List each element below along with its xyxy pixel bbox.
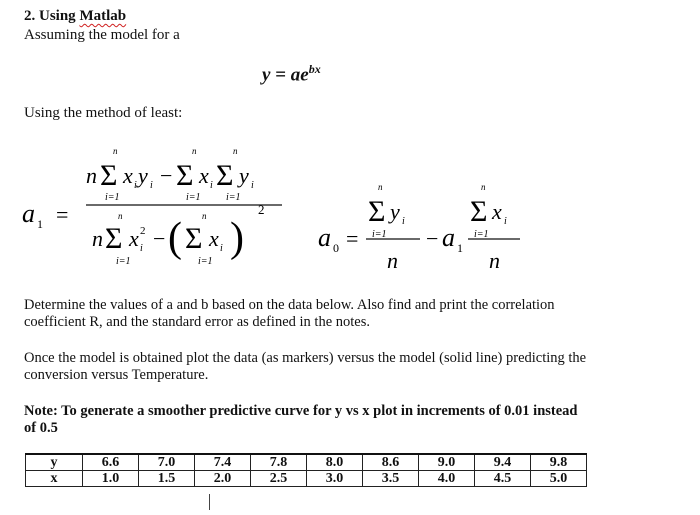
a1-den-x-sub: i xyxy=(140,243,143,254)
heading-tool-name: Matlab xyxy=(79,8,127,24)
a0-sum1-lower: i=1 xyxy=(372,229,387,240)
a1-num-sum1-upper: n xyxy=(113,146,118,156)
a0-num-x: x xyxy=(492,199,502,224)
table-cell: 6.6 xyxy=(83,454,139,471)
text-cursor xyxy=(209,494,210,510)
a1-den-lparen: ( xyxy=(168,215,182,261)
table-cell: 4.5 xyxy=(475,471,531,487)
a1-den-sigma2: Σ xyxy=(185,222,203,255)
a1-den-square: 2 xyxy=(258,202,265,217)
model-equation xyxy=(262,62,321,86)
table-row-y xyxy=(26,454,587,471)
a0-num-y: y xyxy=(390,199,400,224)
a1-den-sum1-upper: n xyxy=(118,211,123,221)
table-cell: 1.0 xyxy=(83,471,139,487)
a0-sum2-upper: n xyxy=(481,182,486,192)
a1-num-y: y xyxy=(138,163,148,188)
data-table xyxy=(25,453,587,487)
a1-den-sum1-lower: i=1 xyxy=(116,256,131,267)
a0-lhs: a xyxy=(318,223,331,252)
a1-den-x-square: 2 xyxy=(140,225,146,237)
note-line-2: of 0.5 xyxy=(24,420,58,436)
a1-num-sum3-lower: i=1 xyxy=(226,192,241,203)
a0-lhs-sub: 0 xyxy=(333,241,339,255)
model-lhs: y = ae xyxy=(262,64,309,86)
a0-a1: a xyxy=(442,223,455,252)
a0-sum1-upper: n xyxy=(378,182,383,192)
a0-denom-2: n xyxy=(489,248,500,273)
intro-text: Assuming the model for a xyxy=(24,27,180,43)
a1-num-y2-sub: i xyxy=(251,180,254,191)
table-cell: 7.0 xyxy=(139,454,195,471)
a1-num-minus: − xyxy=(160,163,173,188)
a0-denom-1: n xyxy=(387,248,398,273)
instructions-line-1: Determine the values of a and b based on the data below. Also find and print the correlation xyxy=(24,297,555,313)
a0-minus: − xyxy=(426,226,439,251)
a1-num-sum1-lower: i=1 xyxy=(105,192,120,203)
a1-den-minus: − xyxy=(153,226,166,251)
a0-a1-sub: 1 xyxy=(457,241,463,255)
row-label: y xyxy=(26,454,83,471)
table-cell: 8.6 xyxy=(363,454,419,471)
a1-den-x2-sub: i xyxy=(220,243,223,254)
a0-sum2-lower: i=1 xyxy=(474,229,489,240)
a1-num-x: x xyxy=(123,163,133,188)
a1-den-x2: x xyxy=(209,226,219,251)
a1-den-sum2-lower: i=1 xyxy=(198,256,213,267)
a1-num-y-sub: i xyxy=(150,180,153,191)
plot-line-2: conversion versus Temperature. xyxy=(24,367,209,383)
table-cell: 8.0 xyxy=(307,454,363,471)
table-cell: 9.8 xyxy=(531,454,587,471)
plot-line-1: Once the model is obtained plot the data (as markers) versus the model (solid line) predicting the xyxy=(24,350,587,366)
a1-num-x2: x xyxy=(199,163,209,188)
formula-a0 xyxy=(316,176,536,276)
instructions-line-2: coefficient R, and the standard error as defined in the notes. xyxy=(24,314,370,330)
a1-num-n: n xyxy=(86,163,97,188)
heading-number: 2. Using xyxy=(24,8,80,24)
method-text: Using the method of least: xyxy=(24,105,183,121)
a1-den-x: x xyxy=(129,226,139,251)
a1-num-sigma1: Σ xyxy=(100,159,118,192)
table-cell: 5.0 xyxy=(531,471,587,487)
table-cell: 3.0 xyxy=(307,471,363,487)
note-line-1: Note: To generate a smoother predictive curve for y vs x plot in increments of 0.01 instead xyxy=(24,403,578,419)
table-cell: 3.5 xyxy=(363,471,419,487)
table-cell: 4.0 xyxy=(419,471,475,487)
table-cell: 7.8 xyxy=(251,454,307,471)
a1-den-rparen: ) xyxy=(230,215,244,261)
table-cell: 2.0 xyxy=(195,471,251,487)
a0-sigma2: Σ xyxy=(470,195,488,228)
instructions-paragraph xyxy=(24,297,555,331)
formula-a1 xyxy=(20,138,310,280)
a1-lhs-sub: 1 xyxy=(37,217,43,231)
note-paragraph xyxy=(24,403,578,437)
table-cell: 2.5 xyxy=(251,471,307,487)
a1-lhs: a xyxy=(22,199,35,228)
a1-num-sigma3: Σ xyxy=(216,159,234,192)
a1-num-sum2-lower: i=1 xyxy=(186,192,201,203)
a1-den-n: n xyxy=(92,226,103,251)
a0-num-y-sub: i xyxy=(402,216,405,227)
a1-equals: = xyxy=(56,202,69,227)
table-cell: 7.4 xyxy=(195,454,251,471)
row-label: x xyxy=(26,471,83,487)
a1-num-y2: y xyxy=(239,163,249,188)
a1-num-x-sub: i xyxy=(134,180,137,191)
table-cell: 9.4 xyxy=(475,454,531,471)
a1-den-sum2-upper: n xyxy=(202,211,207,221)
a1-num-sum2-upper: n xyxy=(192,146,197,156)
table-cell: 9.0 xyxy=(419,454,475,471)
table-row-x xyxy=(26,471,587,487)
a1-num-sum3-upper: n xyxy=(233,146,238,156)
a1-den-sigma1: Σ xyxy=(105,222,123,255)
a0-equals: = xyxy=(346,226,359,251)
a0-sigma1: Σ xyxy=(368,195,386,228)
a1-num-sigma2: Σ xyxy=(176,159,194,192)
a1-num-x2-sub: i xyxy=(210,180,213,191)
plot-paragraph xyxy=(24,350,586,384)
section-heading xyxy=(24,8,126,25)
model-exponent: bx xyxy=(308,62,321,76)
a0-num-x-sub: i xyxy=(504,216,507,227)
table-cell: 1.5 xyxy=(139,471,195,487)
